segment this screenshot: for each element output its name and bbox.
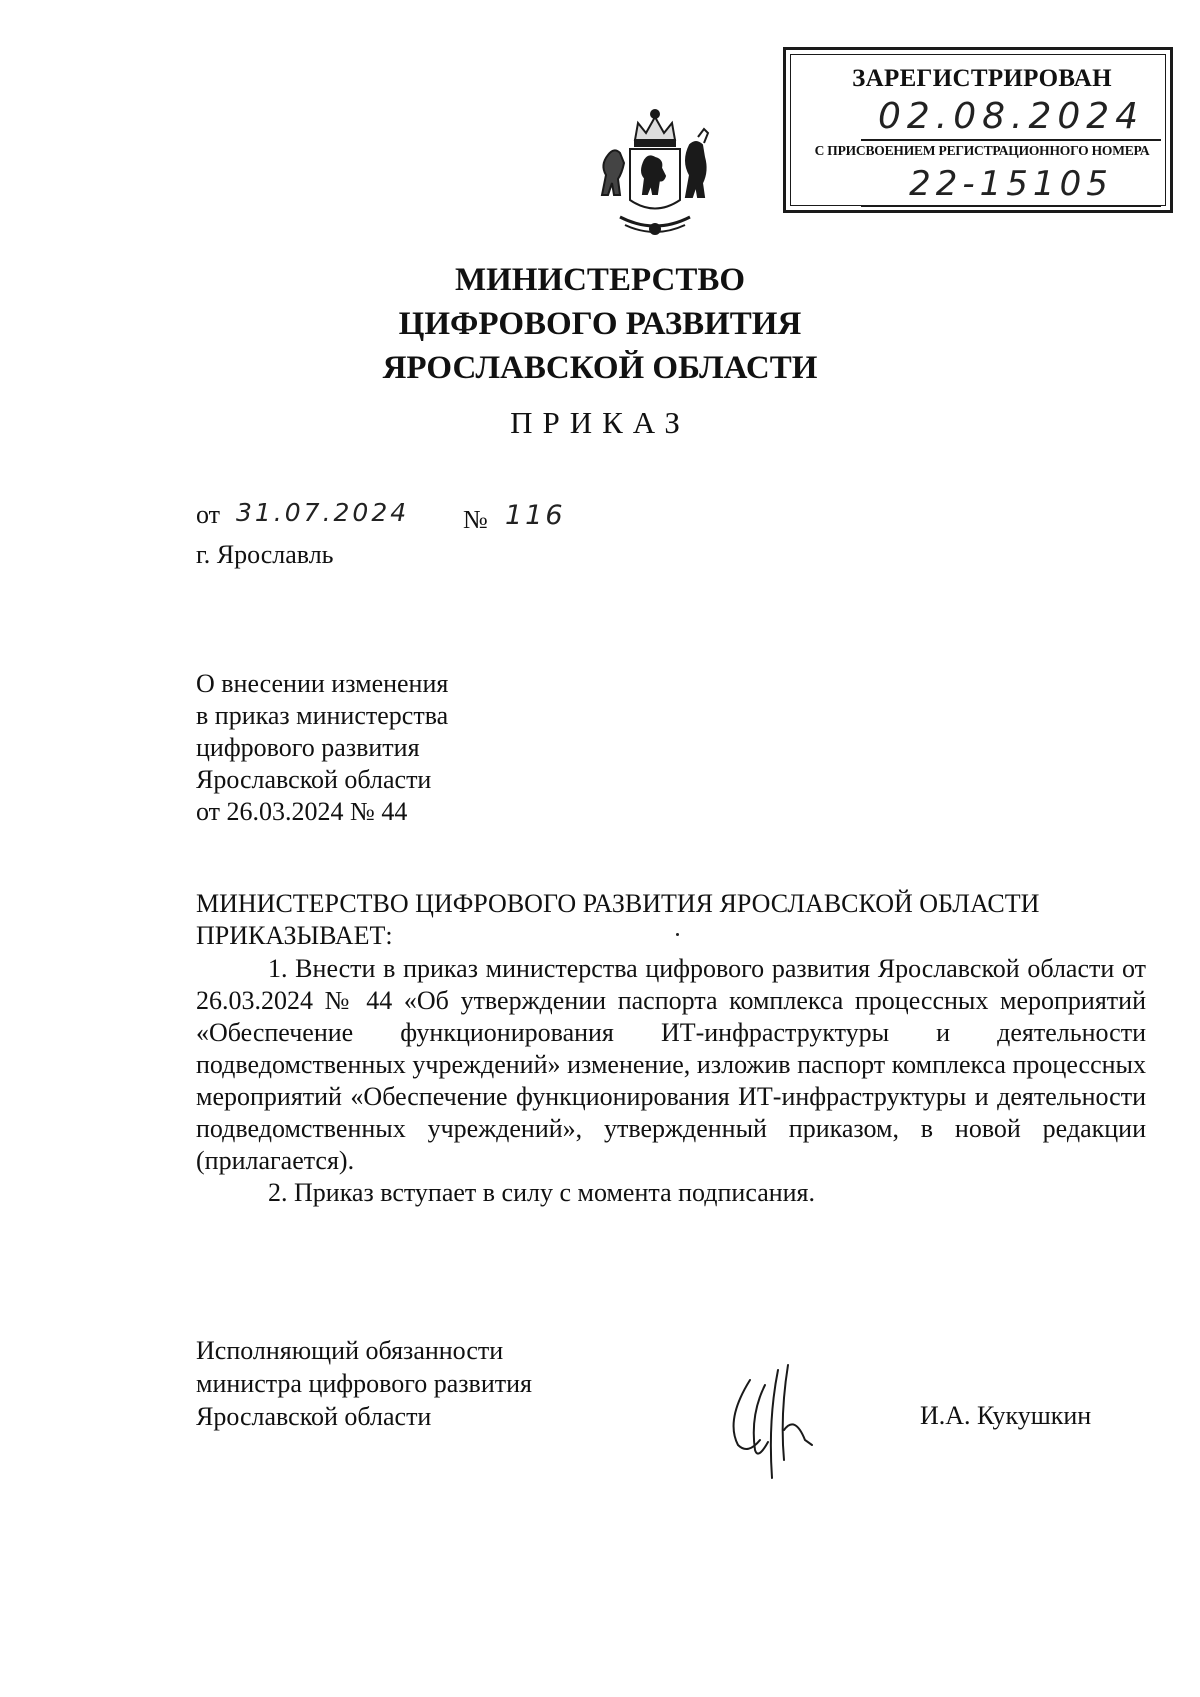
number-label: № [463, 505, 488, 534]
order-subject [196, 668, 448, 828]
signer-position [196, 1334, 532, 1433]
signer-position-line-1: Исполняющий обязанности [196, 1336, 504, 1365]
handwritten-signature-icon [720, 1360, 840, 1480]
scan-speck [676, 933, 679, 936]
heading-line-1: МИНИСТЕРСТВО [454, 262, 746, 298]
city: г. Ярославль [196, 540, 334, 569]
ministry-orders-line-1: МИНИСТЕРСТВО ЦИФРОВОГО РАЗВИТИЯ ЯРОСЛАВСКОЙ ОБЛАСТИ [196, 889, 1040, 918]
stamp-date: 02.08.2024 [861, 95, 1161, 141]
document-type-title: ПРИКАЗ [510, 405, 690, 440]
subject-line-1: О внесении изменения [196, 669, 449, 698]
registration-stamp [783, 47, 1173, 213]
signer-position-line-3: Ярославской области [196, 1402, 432, 1431]
ministry-orders [196, 888, 1146, 952]
heading-line-3: ЯРОСЛАВСКОЙ ОБЛАСТИ [382, 350, 818, 386]
signer-name: И.А. Кукушкин [920, 1401, 1092, 1430]
order-date: 31.07.2024 [236, 498, 410, 527]
subject-line-5: от 26.03.2024 № 44 [196, 797, 408, 826]
ministry-heading [0, 258, 1200, 390]
stamp-inner-frame [790, 54, 1166, 206]
date-prefix: от [196, 500, 221, 529]
order-body [196, 953, 1146, 1209]
subject-line-4: Ярославской области [196, 765, 432, 794]
stamp-subtitle: С ПРИСВОЕНИЕМ РЕГИСТРАЦИОННОГО НОМЕРА [814, 143, 1150, 158]
subject-line-2: в приказ министерства [196, 701, 449, 730]
paragraph-2: 2. Приказ вступает в силу с момента подписания. [268, 1178, 816, 1207]
heading-line-2: ЦИФРОВОГО РАЗВИТИЯ [398, 306, 802, 342]
subject-line-3: цифрового развития [196, 733, 420, 762]
ministry-orders-line-2: ПРИКАЗЫВАЕТ: [196, 921, 393, 950]
paragraph-1: 1. Внести в приказ министерства цифрового развития Ярославской области от 26.03.2024 № 44 «Об утверждении паспорта комплекса процессных мероприятий «Обеспечение функционирования ИТ-инфраструктуры и деятельности подведомственных учреждений» изменение, изложив паспорт комплекса процессных мероприятий «Обеспечение функционирования ИТ-инфраструктуры и деятельности подведомственных учреждений», утвержденный приказом, в новой редакции (прилагается). [196, 954, 1146, 1175]
stamp-title: ЗАРЕГИСТРИРОВАН [852, 65, 1112, 92]
signer-position-line-2: министра цифрового развития [196, 1369, 532, 1398]
yaroslavl-coat-of-arms-icon [590, 105, 720, 240]
stamp-registration-number: 22-15105 [861, 163, 1161, 207]
order-number: 116 [505, 500, 566, 531]
